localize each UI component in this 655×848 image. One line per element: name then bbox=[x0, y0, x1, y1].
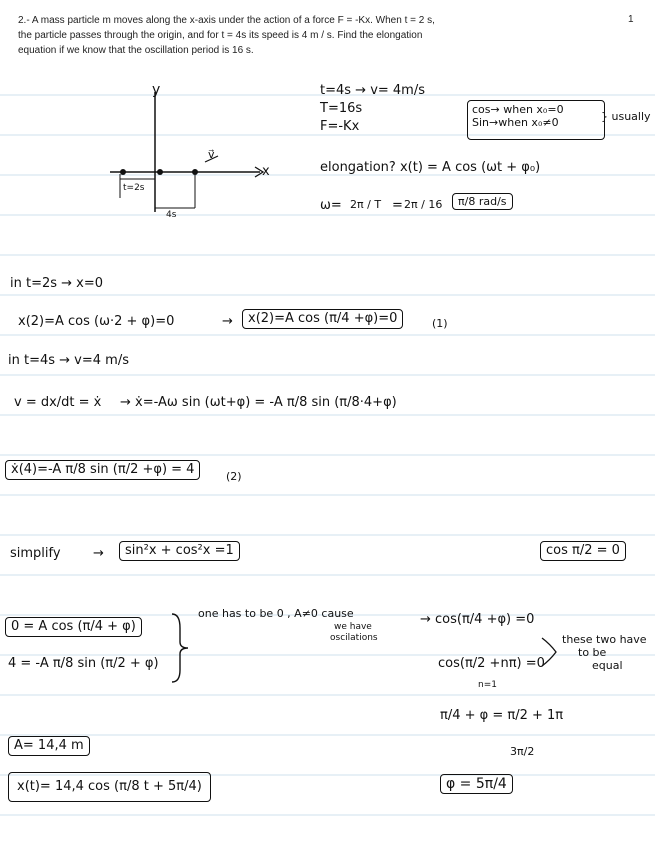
omega-lhs: ω= bbox=[320, 198, 342, 213]
right-n-value: n=1 bbox=[478, 680, 497, 690]
note-cos: cos→ when x₀=0 bbox=[472, 103, 564, 116]
step-t2: in t=2s → x=0 bbox=[10, 276, 104, 291]
step-x2-tag: (1) bbox=[432, 317, 448, 330]
problem-line-3: equation if we know that the oscillation period is 16 s. bbox=[18, 45, 254, 56]
system-eq-2: 4 = -A π/8 sin (π/2 + φ) bbox=[8, 656, 159, 671]
system-note-1: one has to be 0 , A≠0 cause bbox=[198, 607, 354, 620]
system-eq-1: 0 = A cos (π/4 + φ) bbox=[5, 617, 142, 637]
system-note-3: oscilations bbox=[330, 633, 378, 643]
elongation-equation: elongation? x(t) = A cos (ωt + φ₀) bbox=[320, 160, 541, 175]
right-phase-eq: π/4 + φ = π/2 + 1π bbox=[440, 708, 564, 723]
phase-answer: φ = 5π/4 bbox=[440, 774, 513, 794]
final-equation: x(t)= 14,4 cos (π/8 t + 5π/4) bbox=[8, 772, 211, 802]
right-3pi-2: 3π/2 bbox=[510, 745, 535, 758]
step-x2-boxed: x(2)=A cos (π/4 +φ)=0 bbox=[242, 309, 403, 329]
right-note-2: to be bbox=[578, 646, 607, 659]
x-label: x bbox=[262, 164, 270, 179]
t4-label: 4s bbox=[166, 210, 177, 220]
right-cos-npi: cos(π/2 +nπ) =0 bbox=[438, 656, 545, 671]
step-x2: x(2)=A cos (ω·2 + φ)=0 bbox=[18, 314, 175, 329]
cos-half-pi: cos π/2 = 0 bbox=[540, 541, 626, 561]
omega-result: π/8 rad/s bbox=[452, 193, 513, 210]
initial-phase-note bbox=[467, 100, 605, 140]
step-velocity-expr: → ẋ=-Aω sin (ωt+φ) = -A π/8 sin (π/8·4+φ) bbox=[120, 395, 397, 410]
point-origin bbox=[157, 169, 163, 175]
right-note-1: these two have bbox=[562, 633, 647, 646]
right-note-3: equal bbox=[592, 659, 623, 672]
simplify-label: simplify bbox=[10, 546, 61, 561]
omega-fraction-1: 2π / T bbox=[350, 198, 382, 211]
step-velocity-def: v = dx/dt = ẋ bbox=[14, 395, 102, 410]
point-left bbox=[120, 169, 126, 175]
step-x2-arrow: → bbox=[222, 314, 233, 329]
omega-fraction-2: 2π / 16 bbox=[404, 198, 443, 211]
problem-line-1: 2.- A mass particle m moves along the x-axis under the action of a force F = -Kx. When t = 2 s, bbox=[18, 15, 435, 26]
step-v4-tag: (2) bbox=[226, 470, 242, 483]
trig-identity: sin²x + cos²x =1 bbox=[119, 541, 240, 561]
right-cos-eq: → cos(π/4 +φ) =0 bbox=[420, 612, 535, 627]
system-brace bbox=[168, 612, 198, 684]
problem-line-2: the particle passes through the origin, and for t = 4s its speed is 4 m / s. Find the elongation bbox=[18, 30, 423, 41]
step-t4: in t=4s → v=4 m/s bbox=[8, 353, 129, 368]
v-label: v⃗ bbox=[208, 148, 215, 161]
y-label: y bbox=[152, 82, 161, 98]
step-v4-boxed: ẋ(4)=-A π/8 sin (π/2 +φ) = 4 bbox=[5, 460, 200, 480]
given-force: F=-Kx bbox=[320, 119, 360, 134]
note-sin: Sin→when x₀≠0 bbox=[472, 116, 559, 129]
amplitude-answer: A= 14,4 m bbox=[8, 736, 90, 756]
system-note-2: we have bbox=[334, 622, 372, 632]
simplify-arrow: → bbox=[93, 546, 104, 561]
right-brace bbox=[540, 636, 564, 668]
omega-equals: = bbox=[392, 198, 403, 213]
page-number: 1 bbox=[628, 14, 634, 25]
note-usually: } usually bbox=[601, 110, 651, 123]
axis-sketch bbox=[100, 82, 290, 232]
given-time-speed: t=4s → v= 4m/s bbox=[320, 83, 425, 98]
t2-label: t=2s bbox=[123, 183, 145, 193]
given-period: T=16s bbox=[320, 101, 363, 116]
